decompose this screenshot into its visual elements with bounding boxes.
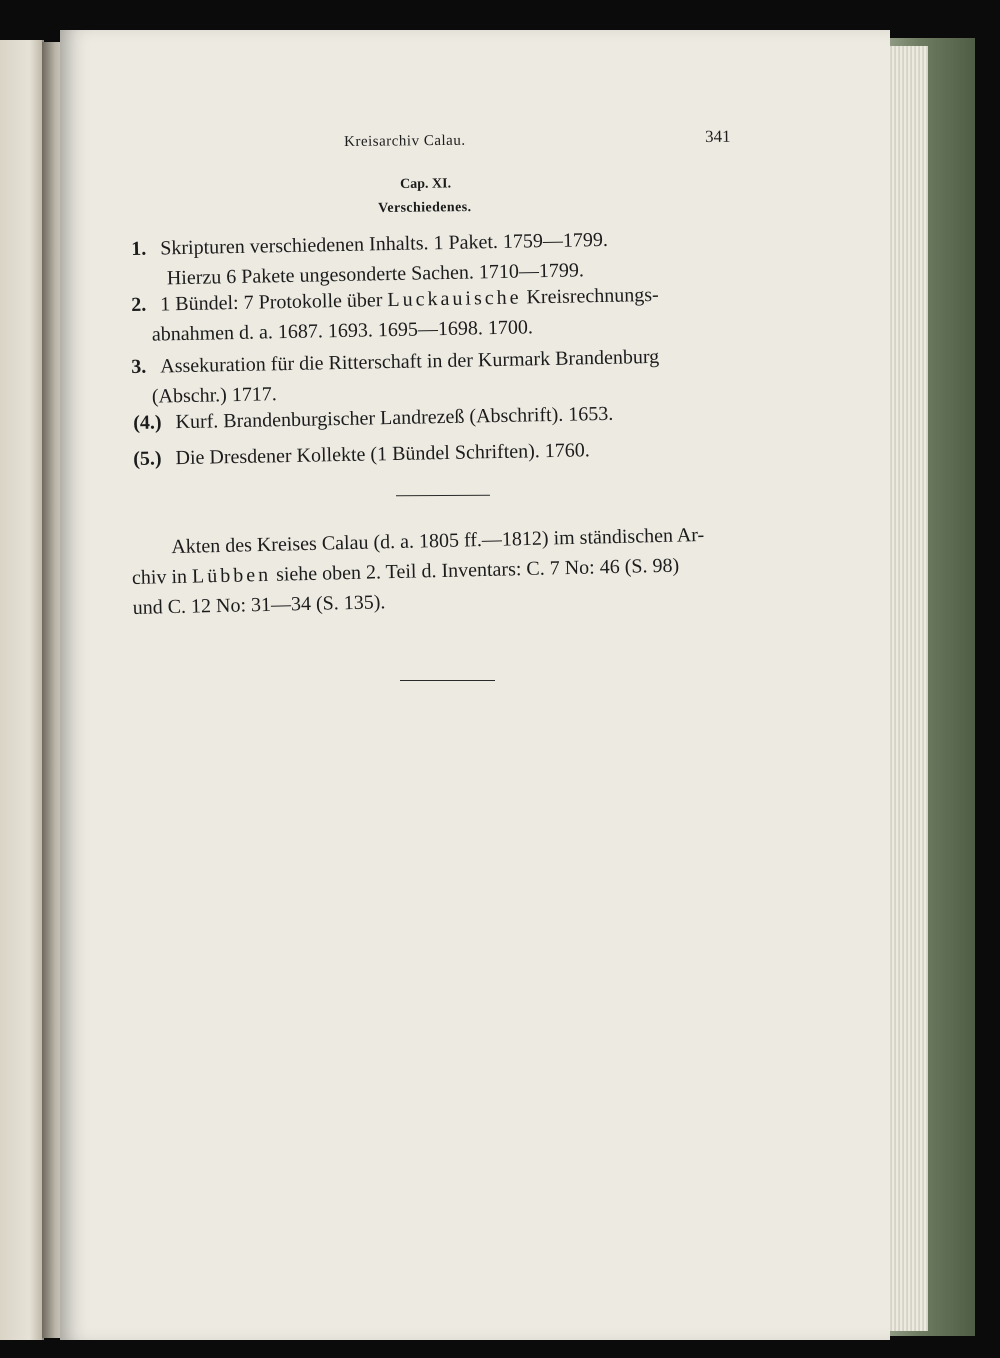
entry-text-spaced: Luckauische: [387, 286, 522, 312]
note-line: und C. 12 No: 31—34 (S. 135).: [132, 591, 386, 619]
note-text: chiv in: [131, 565, 193, 589]
end-divider: [400, 680, 495, 681]
running-head: Kreisarchiv Calau.: [344, 132, 466, 150]
list-item: [131, 342, 660, 412]
left-page-edge: [0, 40, 44, 1340]
entry-text: Die Dresdener Kollekte (1 Bündel Schriften). 1760.: [175, 439, 590, 470]
note-text-spaced: Lübben: [191, 563, 272, 588]
list-item: [131, 280, 660, 350]
chapter-label: Cap. XI.: [400, 176, 452, 192]
entry-text: Kurf. Brandenburgischer Landrezeß (Abschrift). 1653.: [175, 402, 614, 434]
entry-number: 3.: [131, 355, 147, 378]
entry-text-continued: (Abschr.) 1717.: [151, 383, 278, 408]
entry-number: 2.: [131, 293, 147, 316]
entry-text-continued: Hierzu 6 Pakete ungesonderte Sachen. 1710—1799.: [166, 259, 585, 290]
archive-note: [131, 520, 706, 623]
entry-number: 1.: [131, 237, 147, 260]
entry-text-continued: abnahmen d. a. 1687. 1693. 1695—1698. 1700.: [151, 316, 534, 346]
note-text: siehe oben 2. Teil d. Inventars: C. 7 No: 46 (S. 98): [270, 554, 680, 586]
entry-number: (5.): [133, 447, 162, 470]
entry-text: Kreisrechnungs-: [521, 283, 659, 309]
entry-text: 1 Bündel: 7 Protokolle über: [160, 289, 388, 316]
section-title: Verschiedenes.: [378, 200, 472, 216]
page-number: 341: [705, 126, 731, 146]
entry-number: (4.): [133, 411, 162, 434]
entry-text: Skripturen verschiedenen Inhalts. 1 Paket. 1759—1799.: [160, 228, 609, 260]
entry-text: Assekuration für die Ritterschaft in der Kurmark Brandenburg: [160, 345, 660, 378]
note-line: Akten des Kreises Calau (d. a. 1805 ff.—1812) im ständischen Ar-: [171, 523, 705, 559]
